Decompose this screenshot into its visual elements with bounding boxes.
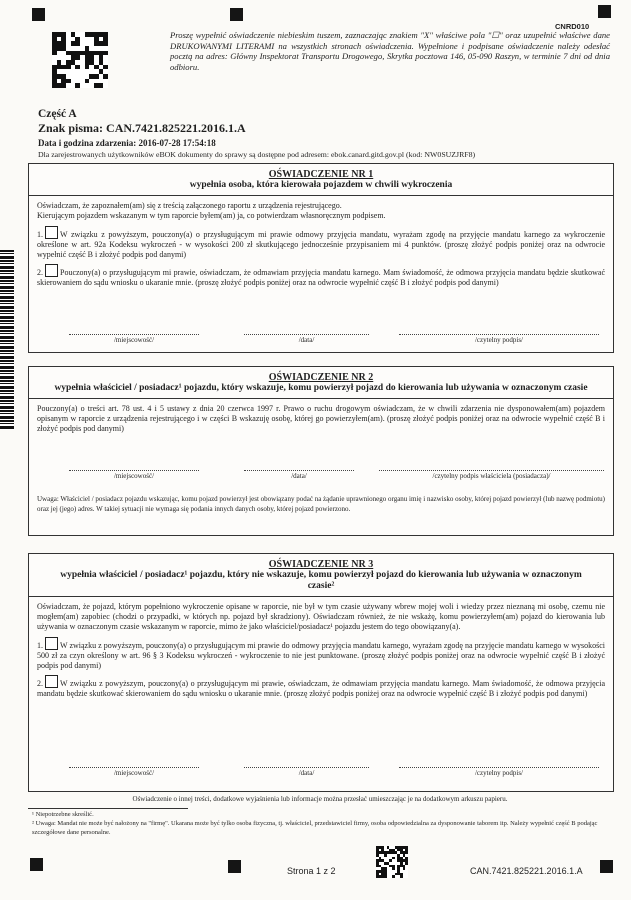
footnote-1: ¹ Niepotrzebne skreślić. [32, 811, 94, 818]
statement-1-option-1 [37, 226, 605, 260]
option-1-number: 1. [37, 230, 43, 239]
part-label: Część A [38, 108, 77, 120]
date-field[interactable]: /data/ [244, 470, 354, 480]
footnote-2: ² Uwaga: Mandat nie może być nałożony na "firmę". Ukarana może być tylko osoba fizyczna, tj. właściciel, przedstawiciel firmy, osoba odpowiedzialna za dysponowanie taborem itp. Należy wypełnić część B podając szczegółowe dane personalne. [32, 820, 598, 836]
place-field[interactable]: /miejscowość/ [69, 470, 199, 480]
statement-3-title: OŚWIADCZENIE NR 3 [268, 559, 374, 570]
place-field[interactable]: /miejscowość/ [69, 334, 199, 344]
statement-1-title: OŚWIADCZENIE NR 1 [268, 169, 374, 180]
statement-2-note: Uwaga: Właściciel / posiadacz pojazdu wskazując, komu pojazd powierzył jest obowiązany podać na żądanie uprawnionego organu imię i nazwisko osoby, której pojazd powierzył (lub nazwę podmiotu) oraz jej (jego) adres. W takiej sytuacji nie wymaga się podania innych danych osoby, której pojazd powierzono. [37, 495, 605, 513]
registration-mark-bottom-right [600, 860, 613, 873]
option-1-number: 1. [37, 641, 43, 650]
registration-mark-bottom-center [228, 860, 241, 873]
case-reference: Znak pisma: CAN.7421.825221.2016.1.A [38, 121, 246, 135]
signature-field[interactable]: /czytelny podpis/ [399, 767, 599, 777]
registration-mark-top-right [598, 5, 611, 18]
option-2-number: 2. [37, 679, 43, 688]
qr-code-footer-icon [376, 846, 408, 878]
additional-info-note: Oświadczenie o innej treści, dodatkowe wyjaśnienia lub informacje można przesłać umieszczając je na dodatkowym arkuszu papieru. [132, 795, 508, 803]
statement-3-option-1 [37, 637, 605, 671]
signature-field[interactable]: /czytelny podpis/ [399, 334, 599, 344]
footnote-divider [28, 808, 188, 809]
statement-3-box [28, 553, 614, 792]
date-field[interactable]: /data/ [244, 334, 369, 344]
instructions: Proszę wypełnić oświadczenie niebieskim tuszem, zaznaczając znakiem "X" właściwe pola "☐" oraz uzupełnić właściwe dane DRUKOWANYMI LITERAMI na wszystkich stronach oświadczenia. Wypełnione i podpisane oświadczenie należy odesłać pocztą na adres: Główny Inspektorat Transportu Drogowego, Skrytka pocztowa 146, 05-090 Raszyn, w terminie 7 dni od dnia odbioru. [170, 30, 610, 72]
statement-1-option-2 [37, 264, 605, 288]
statement-3-option-2-checkbox[interactable] [45, 675, 58, 688]
option-1-text: W związku z powyższym, pouczony(a) o przysługującym mi prawie do odmowy przyjęcia mandatu karnego, wyrażam zgodę na przyjęcie mandatu karnego w wysokości 500 zł za czyn określony w art. 96 § 3 Kodeksu wykroczeń - wykroczenie to nie jest punktowane. (proszę złożyć podpis poniżej oraz na odwrocie wypełnić część B i złożyć podpis pod danymi) [37, 641, 605, 670]
ebok-info: Dla zarejestrowanych użytkowników eBOK dokumenty do sprawy są dostępne pod adresem: ebok.canard.gitd.gov.pl (kod: NW0SUZJRF8) [38, 150, 476, 159]
statement-1-option-1-checkbox[interactable] [45, 226, 58, 239]
statement-1-box [28, 163, 614, 353]
side-barcode-icon [0, 250, 14, 430]
option-2-text: Pouczony(a) o przysługującym mi prawie, oświadczam, że odmawiam przyjęcia mandatu karnego. Mam świadomość, że odmowa przyjęcia mandatu będzie skutkować skierowaniem do sądu wniosku o ukaranie mnie. (proszę złożyć podpis poniżej oraz na odwrocie wypełnić część B i złożyć podpis pod danymi) [37, 268, 605, 287]
statement-3-subtitle: wypełnia właściciel / posiadacz¹ pojazdu, który nie wskazuje, komu powierzył pojazd do kierowania lub używania w oznaczonym czasie² [60, 570, 582, 591]
statement-2-title: OŚWIADCZENIE NR 2 [268, 372, 374, 383]
statement-3-option-2 [37, 675, 605, 699]
statement-2-body: Pouczony(a) o treści art. 78 ust. 4 i 5 ustawy z dnia 20 czerwca 1997 r. Prawo o ruchu drogowym oświadczam, że w chwili zdarzenia nie dysponowałem(am) pojazdem opisanym w raporcie z urządzenia rejestrującego i w części B wskazuję osobę, której go powierzyłem(am). (proszę złożyć podpis poniżej oraz na odwrocie wypełnić część B i złożyć podpis pod danymi) [37, 404, 605, 433]
registration-mark-top-left [32, 8, 45, 21]
registration-mark-top-center [230, 8, 243, 21]
qr-code-icon [52, 32, 108, 88]
place-field[interactable]: /miejscowość/ [69, 767, 199, 777]
footer-reference: CAN.7421.825221.2016.1.A [470, 866, 583, 876]
form-code: CNRD010 [555, 22, 590, 31]
statement-1-intro-2: Kierującym pojazdem wskazanym w tym raporcie byłem(am) ja, co potwierdzam własnoręcznym podpisem. [37, 211, 386, 220]
statement-3-option-1-checkbox[interactable] [45, 637, 58, 650]
statement-1-intro-1: Oświadczam, że zapoznałem(am) się z treścią załączonego raportu z urządzenia rejestrującego. [37, 201, 342, 210]
statement-1-subtitle: wypełnia osoba, która kierowała pojazdem w chwili wykroczenia [189, 180, 453, 190]
option-1-text: W związku z powyższym, pouczony(a) o przysługującym mi prawie odmowy przyjęcia mandatu, wyrażam zgodę na przyjęcie mandatu karnego za wykroczenie określone w art. 92a Kodeksu wykroczeń - w wysokości 200 zł skutkującego jednocześnie przypisaniem mi 4 punktów. (proszę złożyć podpis poniżej oraz na odwrocie wypełnić część B i złożyć podpis pod danymi) [37, 230, 605, 259]
statement-2-box [28, 366, 614, 536]
option-2-text: W związku z powyższym, pouczony(a) o przysługującym mi prawie, oświadczam, że odmawiam przyjęcia mandatu karnego. Mam świadomość, że odmowa przyjęcia mandatu będzie skutkować skierowaniem do sądu wniosku o ukaranie mnie. (proszę złożyć podpis poniżej oraz na odwrocie wypełnić część B i złożyć podpis pod danymi) [37, 679, 605, 698]
option-2-number: 2. [37, 268, 43, 277]
page-number: Strona 1 z 2 [287, 866, 336, 876]
statement-1-option-2-checkbox[interactable] [45, 264, 58, 277]
statement-3-body: Oświadczam, że pojazd, którym popełniono wykroczenie opisane w raporcie, nie był w tym czasie używany wbrew mojej woli i wiedzy przez nieznaną mi osobę, czemu nie mogłem(am) zapobiec (chodzi o przypadki, w których np. pojazd był skradziony). Oświadczam również, że nie wskażę, komu powierzyłem(am) pojazd do kierowania lub używania w oznaczonym czasie wskazanym w raporcie, mimo że jako właściciel/posiadacz¹ pojazdu jestem do tego obowiązany(a). [37, 602, 605, 631]
owner-signature-field[interactable]: /czytelny podpis właściciela (posiadacza)/ [379, 470, 604, 480]
registration-mark-bottom-left [30, 858, 43, 871]
statement-2-subtitle: wypełnia właściciel / posiadacz¹ pojazdu, który wskazuje, komu powierzył pojazd do kierowania lub używania w oznaczonym czasie [54, 383, 588, 393]
incident-date: Data i godzina zdarzenia: 2016-07-28 17:54:18 [38, 138, 216, 148]
date-field[interactable]: /data/ [244, 767, 369, 777]
